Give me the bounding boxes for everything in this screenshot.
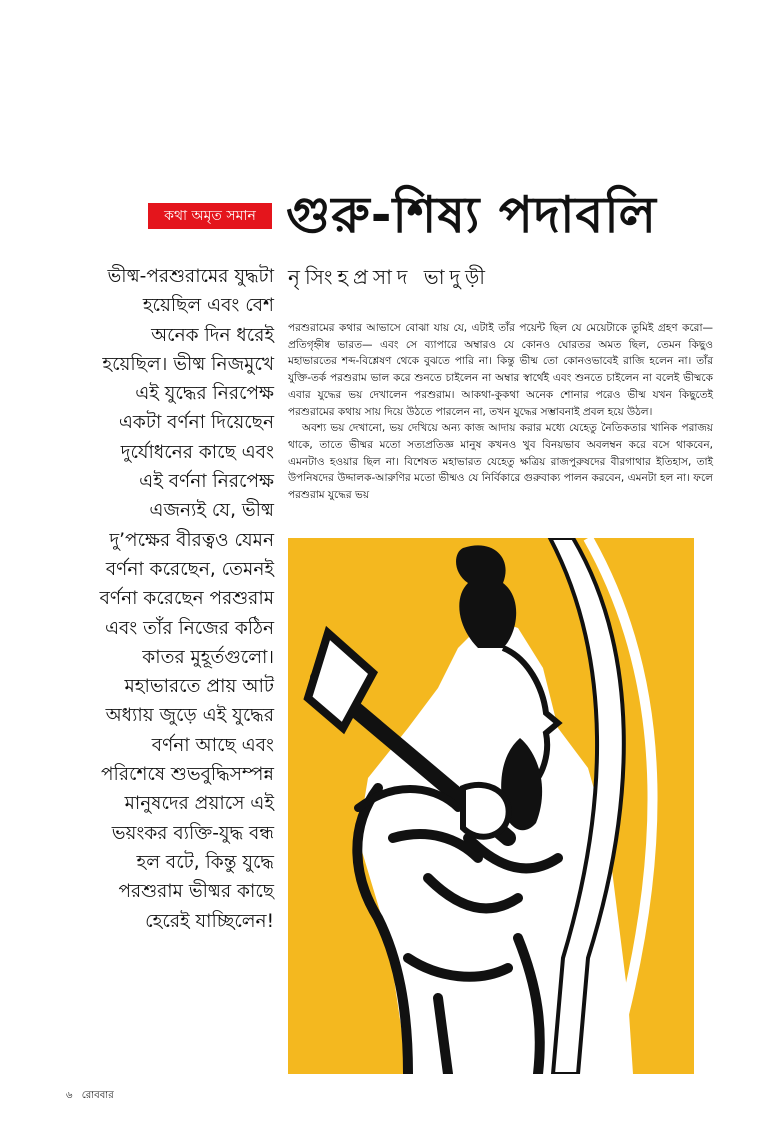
pull-quote-line: এই যুদ্ধের নিরপেক্ষ <box>135 383 274 405</box>
pull-quote-line: অনেক দিন ধরেই <box>151 324 274 346</box>
pull-quote <box>58 262 274 936</box>
pull-quote-line: পরিশেষে শুভবুদ্ধিসম্পন্ন <box>100 764 274 786</box>
pull-quote-line: পরশুরাম ভীষ্মর কাছে <box>118 881 274 903</box>
pull-quote-line: বর্ণনা করেছেন, তেমনই <box>105 558 274 580</box>
article-body <box>288 320 713 504</box>
pull-quote-line: এজন্যই যে, ভীষ্ম <box>149 500 274 522</box>
pull-quote-line: হয়েছিল। ভীষ্ম নিজমুখে <box>102 353 274 375</box>
parashurama-illustration <box>288 538 694 1074</box>
pull-quote-line: মানুষদের প্রয়াসে এই <box>124 793 274 815</box>
pull-quote-line: হয়েছিল এবং বেশ <box>142 295 274 317</box>
pull-quote-line: অধ্যায় জুড়ে এই যুদ্ধের <box>105 705 274 727</box>
author-name: নৃসিংহপ্রসাদ ভাদুড়ী <box>288 265 491 289</box>
hair-bun <box>456 545 516 648</box>
pull-quote-line: ভয়ংকর ব্যক্তি-যুদ্ধ বন্ধ <box>111 822 274 844</box>
pull-quote-line: ভীষ্ম-পরশুরামের যুদ্ধটা <box>107 266 274 287</box>
pull-quote-line: একটা বর্ণনা দিয়েছেন <box>118 412 274 434</box>
pull-quote-line: মহাভারতে প্রায় আট <box>124 676 274 698</box>
pull-quote-line: বর্ণনা আছে এবং <box>151 734 274 756</box>
pull-quote-line: হেরেই যাচ্ছিলেন! <box>145 910 274 932</box>
pull-quote-line: এই বর্ণনা নিরপেক্ষ <box>139 471 274 493</box>
section-tag: কথা অমৃত সমান <box>148 203 272 229</box>
pull-quote-line: এবং তাঁর নিজের কঠিন <box>104 617 274 639</box>
body-paragraph: অবশ্য ভয় দেখানো, ভয় দেখিয়ে অন্য কাজ আদায় করার মধ্যে যেহেতু নৈতিকতার খানিক পরাজয় থাকে, তাতে ভীষ্মর মতো সত্যপ্রতিজ্ঞ মানুষ কখনও খুব বিনয়ভাব অবলম্বন করে বসে থাকবেন, এমনটাও হওয়ার ছিল না। বিশেষত মহাভারত যেহেতু ক্ষত্রিয় রাজপুরুষদের বীরগাথার ইতিহাস, তাই উপনিষদের উদ্দালক-আরুণির মতো ভীষ্মও যে নির্বিকারে গুরুবাক্য পালন করবেন, এমনটা হল না। ফলে পরশুরাম যুদ্ধের ভয় <box>288 422 713 502</box>
page-footer <box>66 1088 266 1104</box>
magazine-name: রোববার <box>81 1090 114 1101</box>
pull-quote-line: কাতর মুহূর্তগুলো। <box>142 646 274 668</box>
pull-quote-line: দুর্যোধনের কাছে এবং <box>120 441 274 463</box>
article-title: গুরু-শিষ্য পদাবলি <box>286 186 657 244</box>
illustration <box>288 538 694 1074</box>
hand <box>463 785 509 837</box>
pull-quote-line: দু’পক্ষের বীরত্বও যেমন <box>109 529 274 551</box>
body-paragraph: পরশুরামের কথার আভাসে বোঝা যায় যে, এটাই তাঁর পয়েন্ট ছিল যে মেয়েটাকে তুমিই গ্রহণ করো— প্রতিগৃহ্নীষ্ব ভারত— এবং সে ব্যাপারে অম্বারও যে কোনও ঘোরতর অমত ছিল, তেমন কিছুও মহাভারতের শব্দ-বিশ্লেষণ থেকে বুঝতে পারি না। কিন্তু ভীষ্ম তো কোনওভাবেই রাজি হলেন না। তাঁর যুক্তি-তর্ক পরশুরাম ভাল করে শুনতে চাইলেন না অম্বার স্বার্থেই এবং শুনতে চাইলেন না বলেই ভীষ্মকে এবার যুদ্ধের ভয় দেখালেন পরশুরাম। আকথা-কুকথা অনেক শোনার পরেও ভীষ্ম যখন কিছুতেই পরশুরামের কথায় সায় দিয়ে উঠতে পারলেন না, তখন যুদ্ধের সম্ভাবনাই প্রবল হয়ে উঠল। <box>288 322 713 418</box>
pull-quote-line: বর্ণনা করেছেন পরশুরাম <box>99 588 274 610</box>
page-number: ৬ <box>66 1090 73 1101</box>
pull-quote-line: হল বটে, কিন্তু যুদ্ধে <box>136 851 274 873</box>
